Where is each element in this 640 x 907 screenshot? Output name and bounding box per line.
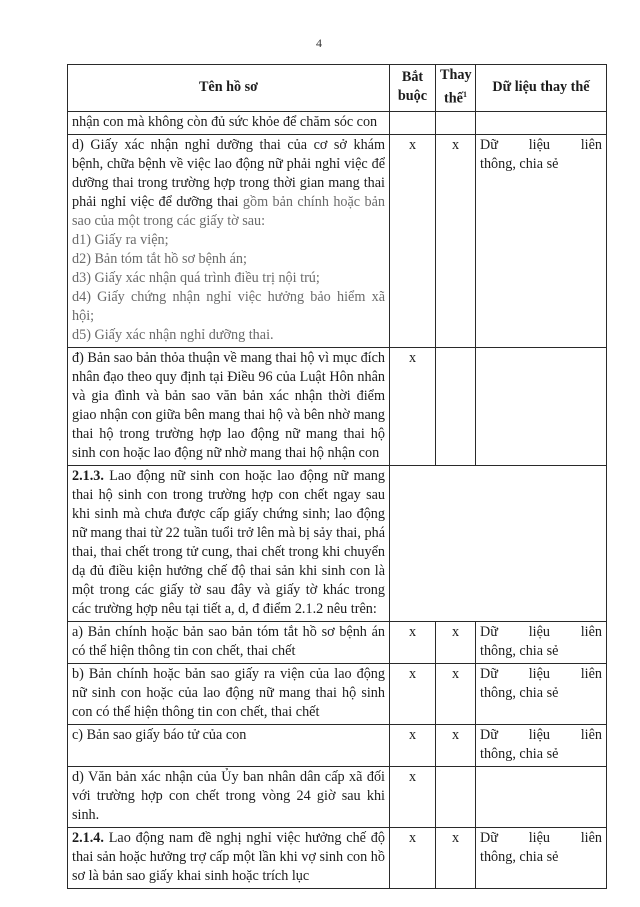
row-required: x [390, 766, 436, 827]
row-empty-span [390, 465, 607, 621]
header-data: Dữ liệu thay thế [476, 65, 607, 112]
row-replace [436, 111, 476, 134]
row-data [476, 827, 607, 888]
row-replace: x [436, 621, 476, 663]
table-row [68, 766, 607, 827]
sub-item: d5) Giấy xác nhận nghỉ dưỡng thai. [72, 326, 274, 343]
row-required: x [390, 134, 436, 347]
row-data-line2: thông, chia sẻ [480, 155, 559, 172]
sub-item: d4) Giấy chứng nhận nghỉ việc hưởng bảo hiểm xã hội; [72, 288, 385, 324]
row-data-line2: thông, chia sẻ [480, 642, 559, 659]
row-required [390, 111, 436, 134]
sub-item: d1) Giấy ra viện; [72, 231, 169, 248]
table-row [68, 621, 607, 663]
row-data [476, 663, 607, 724]
header-replace [436, 65, 476, 112]
row-name: d) Văn bản xác nhận của Ủy ban nhân dân cấp xã đối với trường hợp con chết trong vòng 24 giờ sau khi sinh. [68, 766, 390, 827]
header-replace-line2 [440, 85, 471, 109]
row-name: c) Bản sao giấy báo tử của con [68, 724, 390, 766]
row-name [68, 465, 390, 621]
row-replace [436, 766, 476, 827]
row-data [476, 134, 607, 347]
sub-item: d2) Bản tóm tắt hồ sơ bệnh án; [72, 250, 247, 267]
row-replace: x [436, 663, 476, 724]
row-data-line1: Dữ liệu liên [480, 665, 602, 682]
row-required: x [390, 347, 436, 465]
header-replace-line1: Thay [440, 67, 472, 83]
row-name: nhận con mà không còn đủ sức khỏe để chăm sóc con [68, 111, 390, 134]
table-row [68, 347, 607, 465]
row-name: đ) Bản sao bản thỏa thuận về mang thai hộ vì mục đích nhân đạo theo quy định tại Điều 96 của Luật Hôn nhân và gia đình và bản sao văn bản xác nhận thời điểm giao nhận con giữa bên mang thai hộ và bên nhờ mang thai hộ trong trường hợp lao động nữ mang thai hộ sinh con hoặc lao động nữ nhờ mang thai hộ nhận con [68, 347, 390, 465]
row-replace: x [436, 724, 476, 766]
row-data-line2: thông, chia sẻ [480, 684, 559, 701]
header-required-line2: buộc [397, 88, 428, 105]
section-text: Lao động nữ sinh con hoặc lao động nữ mang thai hộ sinh con trong trường hợp con chết ngay sau khi sinh mà chưa được cấp giấy chứng sinh; lao động nữ mang thai từ 22 tuần tuổi trở lên mà bị sảy thai, phá thai, thai chết trong tử cung, thai chết trong khi chuyển dạ đủ điều kiện hưởng chế độ thai sản khi sinh con là một trong các giấy tờ sau đây và giấy tờ khác trong các trường hợp nêu tại tiết a, d, đ điểm 2.1.2 nêu trên: [72, 467, 385, 617]
table-header-row [68, 65, 607, 112]
row-replace: x [436, 134, 476, 347]
row-required: x [390, 663, 436, 724]
table-row [68, 134, 607, 347]
header-required-line1: Bắt [401, 69, 424, 86]
row-replace: x [436, 827, 476, 888]
header-name: Tên hồ sơ [68, 65, 390, 112]
header-replace-footnote: 1 [462, 90, 467, 99]
row-data [476, 347, 607, 465]
section-number: 2.1.4. [72, 829, 104, 846]
header-required [390, 65, 436, 112]
row-data-line1: Dữ liệu liên [480, 623, 602, 640]
row-name-tail: gồm bản chính hoặc bản sao của một trong các giấy tờ sau: [72, 193, 386, 229]
row-data [476, 111, 607, 134]
sub-item: d3) Giấy xác nhận quá trình điều trị nội trú; [72, 269, 320, 286]
section-text: Lao động nam đề nghị nghỉ việc hưởng chế độ thai sản hoặc hưởng trợ cấp một lần khi vợ sinh con hồ sơ là bản sao giấy khai sinh hoặc trích lục [72, 829, 385, 884]
row-required: x [390, 621, 436, 663]
row-data-line1: Dữ liệu liên [480, 829, 602, 846]
row-data [476, 621, 607, 663]
row-data [476, 724, 607, 766]
table-row [68, 465, 607, 621]
row-data-line1: Dữ liệu liên [480, 136, 602, 153]
row-required: x [390, 827, 436, 888]
row-name [68, 134, 390, 347]
row-data [476, 766, 607, 827]
document-table [67, 64, 607, 889]
row-required: x [390, 724, 436, 766]
row-data-line1: Dữ liệu liên [480, 726, 602, 743]
row-replace [436, 347, 476, 465]
row-data-line2: thông, chia sẻ [480, 745, 559, 762]
section-number: 2.1.3. [72, 467, 104, 484]
row-name [68, 827, 390, 888]
header-replace-word: thế [444, 90, 463, 107]
row-name-main: d) Giấy xác nhận nghỉ dưỡng thai của cơ sở khám bệnh, chữa bệnh về việc lao động nữ phải nghỉ việc để dưỡng thai trong trường hợp trong thời gian mang thai phải nghỉ việc để dưỡng thai [72, 136, 385, 210]
table-row [68, 827, 607, 888]
row-data-line2: thông, chia sẻ [480, 848, 559, 865]
table-row [68, 111, 607, 134]
row-name: a) Bản chính hoặc bản sao bản tóm tắt hồ sơ bệnh án có thể hiện thông tin con chết, thai chết [68, 621, 390, 663]
row-name: b) Bản chính hoặc bản sao giấy ra viện của lao động nữ sinh con hoặc của lao động nữ mang thai hộ sinh con có thể hiện thông tin con chết, thai chết [68, 663, 390, 724]
table-row [68, 724, 607, 766]
page-number: 4 [316, 36, 322, 50]
table-row [68, 663, 607, 724]
